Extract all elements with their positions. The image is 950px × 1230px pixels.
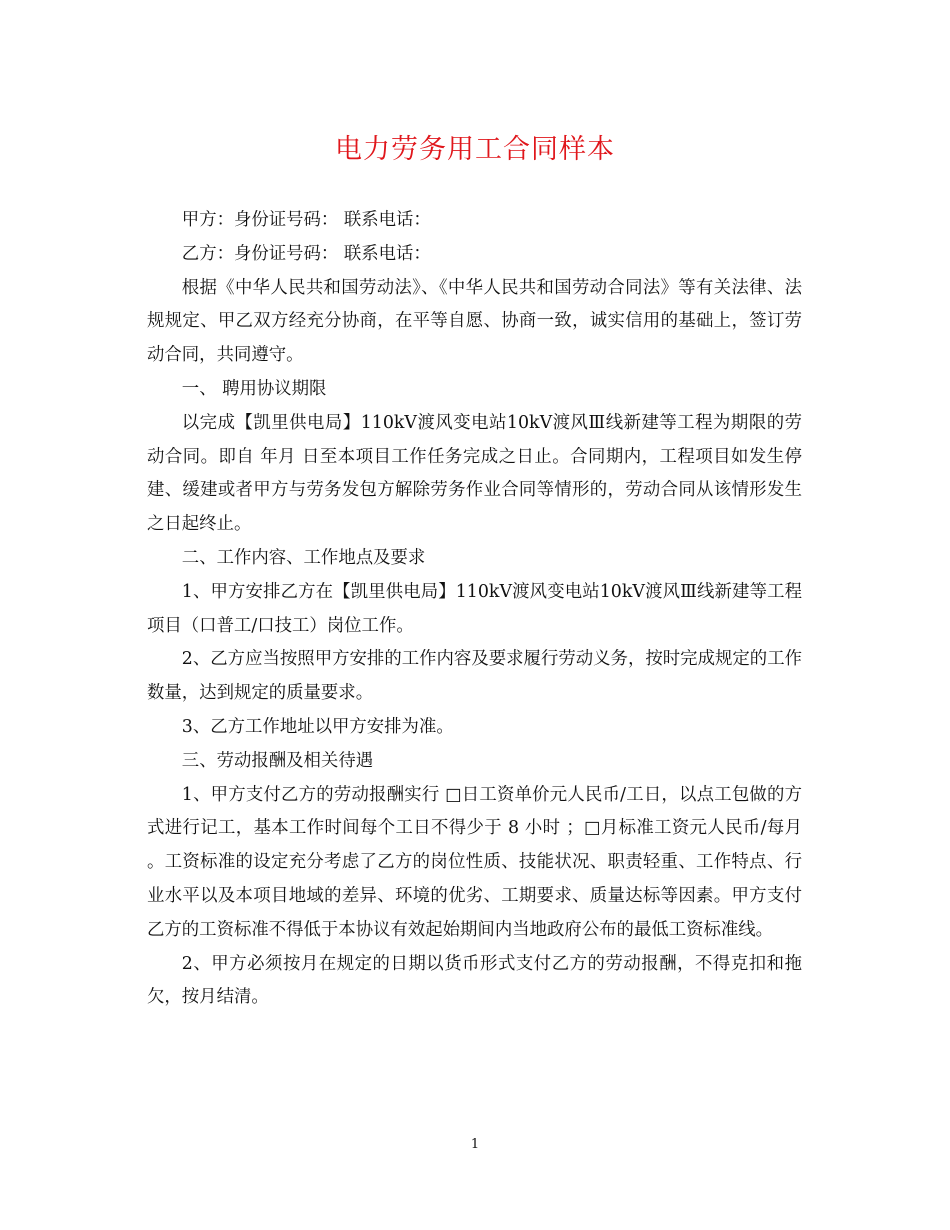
paragraph-work-2: 2、乙方应当按照甲方安排的工作内容及要求履行劳动义务，按时完成规定的工作数量，达到规定的质量要求。 [147,649,802,704]
page-number: 1 [470,1137,480,1152]
paragraph-party-b: 乙方：身份证号码： 联系电话： [181,243,431,264]
paragraph-pay-1: 1、甲方支付乙方的劳动报酬实行 □日工资单价元人民币/工日，以点工包做的方式进行记工，基本工作时间每个工日不得少于 8 小时 ；□月标准工资元人民币/每月 。工资标准的设定充分考虑了乙方的岗位性质、技能状况、职责轻重、工作特点、行业水平以及本项目地域的差异、环境的优劣、工期要求、质量达标等因素。甲方支付乙方的工资标准不得低于本协议有效起始期间内当地政府公布的最低工资标准线。 [147,784,802,940]
document-title: 电力劳务用工合同样本 [335,134,615,165]
document-body [147,204,802,1015]
section-heading-term: 一、 聘用协议期限 [181,378,327,399]
section-heading-work: 二、工作内容、工作地点及要求 [181,547,426,568]
paragraph-preamble: 根据《中华人民共和国劳动法》、《中华人民共和国劳动合同法》等有关法律、法规规定、甲乙双方经充分协商，在平等自愿、协商一致，诚实信用的基础上，签订劳动合同，共同遵守。 [147,277,802,366]
paragraph-party-a: 甲方：身份证号码： 联系电话： [181,210,431,230]
paragraph-pay-2: 2、甲方必须按月在规定的日期以货币形式支付乙方的劳动报酬，不得克扣和拖欠，按月结清。 [147,953,802,1008]
section-heading-pay: 三、劳动报酬及相关待遇 [181,750,374,771]
paragraph-term: 以完成【凯里供电局】110kV渡风变电站10kV渡风Ⅲ线新建等工程为期限的劳动合同。即自 年月 日至本项目工作任务完成之日止。合同期内，工程项目如发生停建、缓建或者甲方与劳务发包方解除劳务作业合同等情形的，劳动合同从该情形发生之日起终止。 [147,412,802,535]
paragraph-work-3: 3、乙方工作地址以甲方安排为准。 [181,716,454,737]
paragraph-work-1: 1、甲方安排乙方在【凯里供电局】110kV渡风变电站10kV渡风Ⅲ线新建等工程项目（口普工/口技工）岗位工作。 [147,581,802,636]
